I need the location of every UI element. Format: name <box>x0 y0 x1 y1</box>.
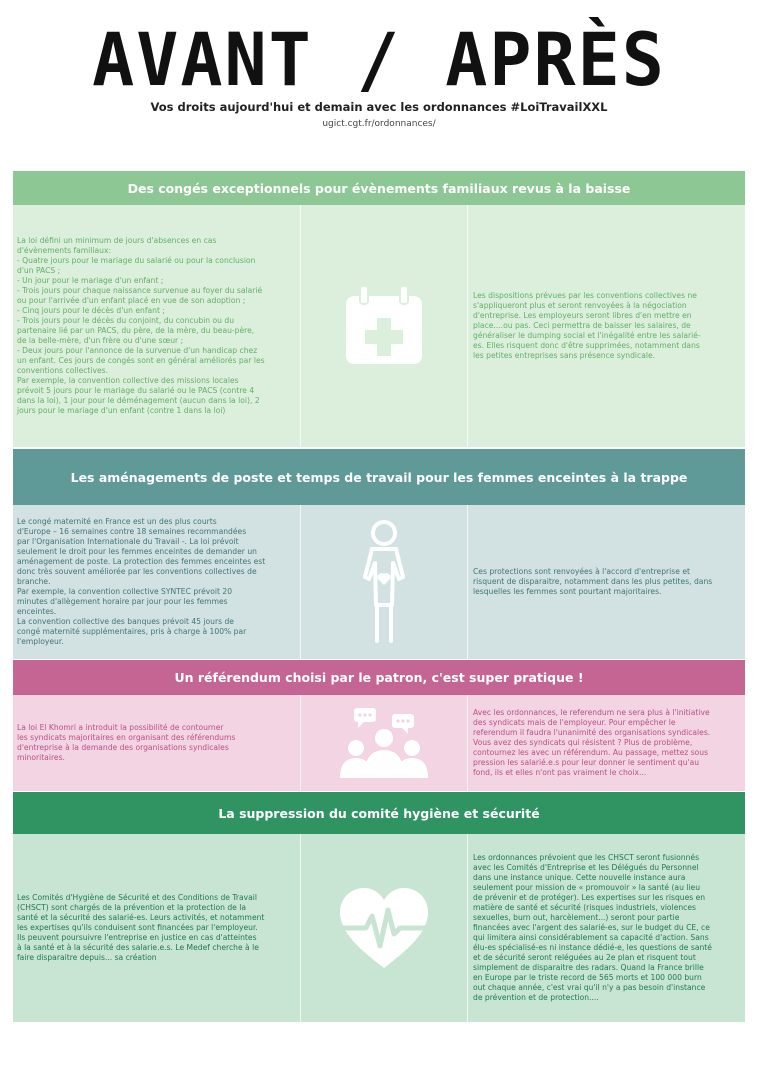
after-column <box>468 695 745 791</box>
section-title: Des congés exceptionnels pour évènements familiaux revus à la baisse <box>13 171 745 205</box>
page-subtitle: Vos droits aujourd'hui et demain avec les ordonnances #LoiTravailXXL <box>150 100 608 114</box>
before-text: Le congé maternité en France est un des plus courts d'Europe – 16 semaines contre 18 semaines recommandées par l'Organisation Internationale du Travail -. La loi prévoit seulement le droit pour les femmes enceintes de demander un aménagement de poste. La protection des femmes enceintes est donc très souvent améliorée par les conventions collectives de branche. Par exemple, la convention collective SYNTEC prévoit 20 minutes d'allègement horaire par jour pour les femmes enceintes. La convention collective des banques prévoit 45 jours de congé maternité supplémentaires, pris à charge à 100% par l'employeur. <box>17 517 266 646</box>
before-column <box>13 505 300 659</box>
icon-column <box>301 505 467 659</box>
after-column <box>468 505 745 659</box>
icon-column <box>301 205 467 447</box>
before-text: Les Comités d'Hygiène de Sécurité et des Conditions de Travail (CHSCT) sont chargés de la prévention et la protection de la santé et la sécurité des salarié-es. Leurs activités, et notamment les expertises qu'ils conduisent sont financées par l'employeur. Ils peuvent poursuivre l'entreprise en justice en cas d'atteintes à la santé et à la sécurité des salarie.e.s. Le Medef cherche à le faire disparaitre depuis... sa création <box>17 893 265 962</box>
section-conges <box>13 171 745 447</box>
after-text: Les ordonnances prévoient que les CHSCT seront fusionnés avec les Comités d'Entreprise et les Délégués du Personnel dans une instance unique. Cette nouvelle instance aura seulement pour mission de « promouvoir » la santé (au lieu de prévenir et de protéger). Les expertises sur les risques en matière de santé et sécurité (risques industriels, violences sexuelles, burn out, harcèlement...) seront pour partie financées avec l'argent des salarié-es, sur le budget du CE, ce qui limitera ainsi considérablement sa capacité d'action. Sans élu-es spécialisé-es ni instance dédié-e, les questions de santé et de sécurité seront reléguées au 2e plan et risquent tout simplement de disparaitre des radars. Quand la France brille en Europe par le triste record de 565 morts et 100 000 burn out chaque année, c'est vrai qu'il n'y a pas besoin d'instance de prévention et de protection.... <box>473 853 712 1002</box>
section-chsct <box>13 792 745 1022</box>
after-column <box>468 834 745 1022</box>
after-text: Avec les ordonnances, le referendum ne sera plus à l'initiative des syndicats mais de l'employeur. Pour empêcher le referendum il faudra l'unanimité des organisations syndicales. Vous avez des syndicats qui résistent ? Plus de problème, contournez les avec un référendum. Au passage, mettez sous pression les salarié.e.s pour leur donner le sentiment qu'au fond, ils et elles n'ont pas vraiment le choix... <box>473 708 711 777</box>
before-column <box>13 695 300 791</box>
after-text: Les dispositions prévues par les conventions collectives ne s'appliqueront plus et seront renvoyées à la négociation d'entreprise. Les employeurs seront libres d'en mettre en place....ou pas. Ceci permettra de baisser les salaires, de généraliser le dumping social et l'inégalité entre les salarié- es. Elles risquent donc d'être supprimées, notamment dans les petites entreprises sans présence syndicale. <box>473 291 701 360</box>
after-column <box>468 205 745 447</box>
section-femmes-enceintes <box>13 449 745 659</box>
before-text: La loi El Khomri a introduit la possibilité de contourner les syndicats majoritaires en organisant des référendums d'entreprise à la demande des organisations syndicales minoritaires. <box>17 723 236 762</box>
page-header <box>0 0 758 140</box>
before-column <box>13 205 300 447</box>
before-column <box>13 834 300 1022</box>
icon-column <box>301 695 467 791</box>
after-text: Ces protections sont renvoyées à l'accord d'entreprise et risquent de disparaitre, notamment dans les plus petites, dans lesquelles les femmes sont pourtant majoritaires. <box>473 567 713 596</box>
heart-pulse-icon <box>338 886 430 970</box>
section-title: La suppression du comité hygiène et sécurité <box>13 792 745 834</box>
group-discussion-icon <box>338 706 430 780</box>
pregnant-woman-icon <box>349 519 419 645</box>
section-body <box>13 695 745 791</box>
section-body <box>13 205 745 447</box>
page-title: AVANT / APRÈS <box>92 16 666 104</box>
calendar-medical-icon <box>342 284 426 368</box>
section-body <box>13 505 745 659</box>
source-url[interactable]: ugict.cgt.fr/ordonnances/ <box>322 119 436 129</box>
section-title: Les aménagements de poste et temps de travail pour les femmes enceintes à la trappe <box>13 449 745 505</box>
section-body <box>13 834 745 1022</box>
section-referendum <box>13 660 745 791</box>
icon-column <box>301 834 467 1022</box>
before-text: La loi défini un minimum de jours d'absences en cas d'évènements familiaux: - Quatre jours pour le mariage du salarié ou pour la conclusion d'un PACS ; - Un jour pour le mariage d'un enfant ; - Trois jours pour chaque naissance survenue au foyer du salarié ou pour l'arrivée d'un enfant placé en vue de son adoption ; - Cinq jours pour le décès d'un enfant ; - Trois jours pour le décès du conjoint, du concubin ou du partenaire lié par un PACS, du père, de la mère, du beau-père, de la belle-mère, d'un frère ou d'une sœur ; - Deux jours pour l'annonce de la survenue d'un handicap chez un enfant. Ces jours de congés sont en général améliorés par les conventions collectives. Par exemple, la convention collective des missions locales prévoit 5 jours pour le mariage du salarié ou le PACS (contre 4 dans la loi), 1 jour pour le déménagement (aucun dans la loi), 2 jours pour le mariage d'un enfant (contre 1 dans la loi) <box>17 236 265 415</box>
section-title: Un référendum choisi par le patron, c'est super pratique ! <box>13 660 745 695</box>
